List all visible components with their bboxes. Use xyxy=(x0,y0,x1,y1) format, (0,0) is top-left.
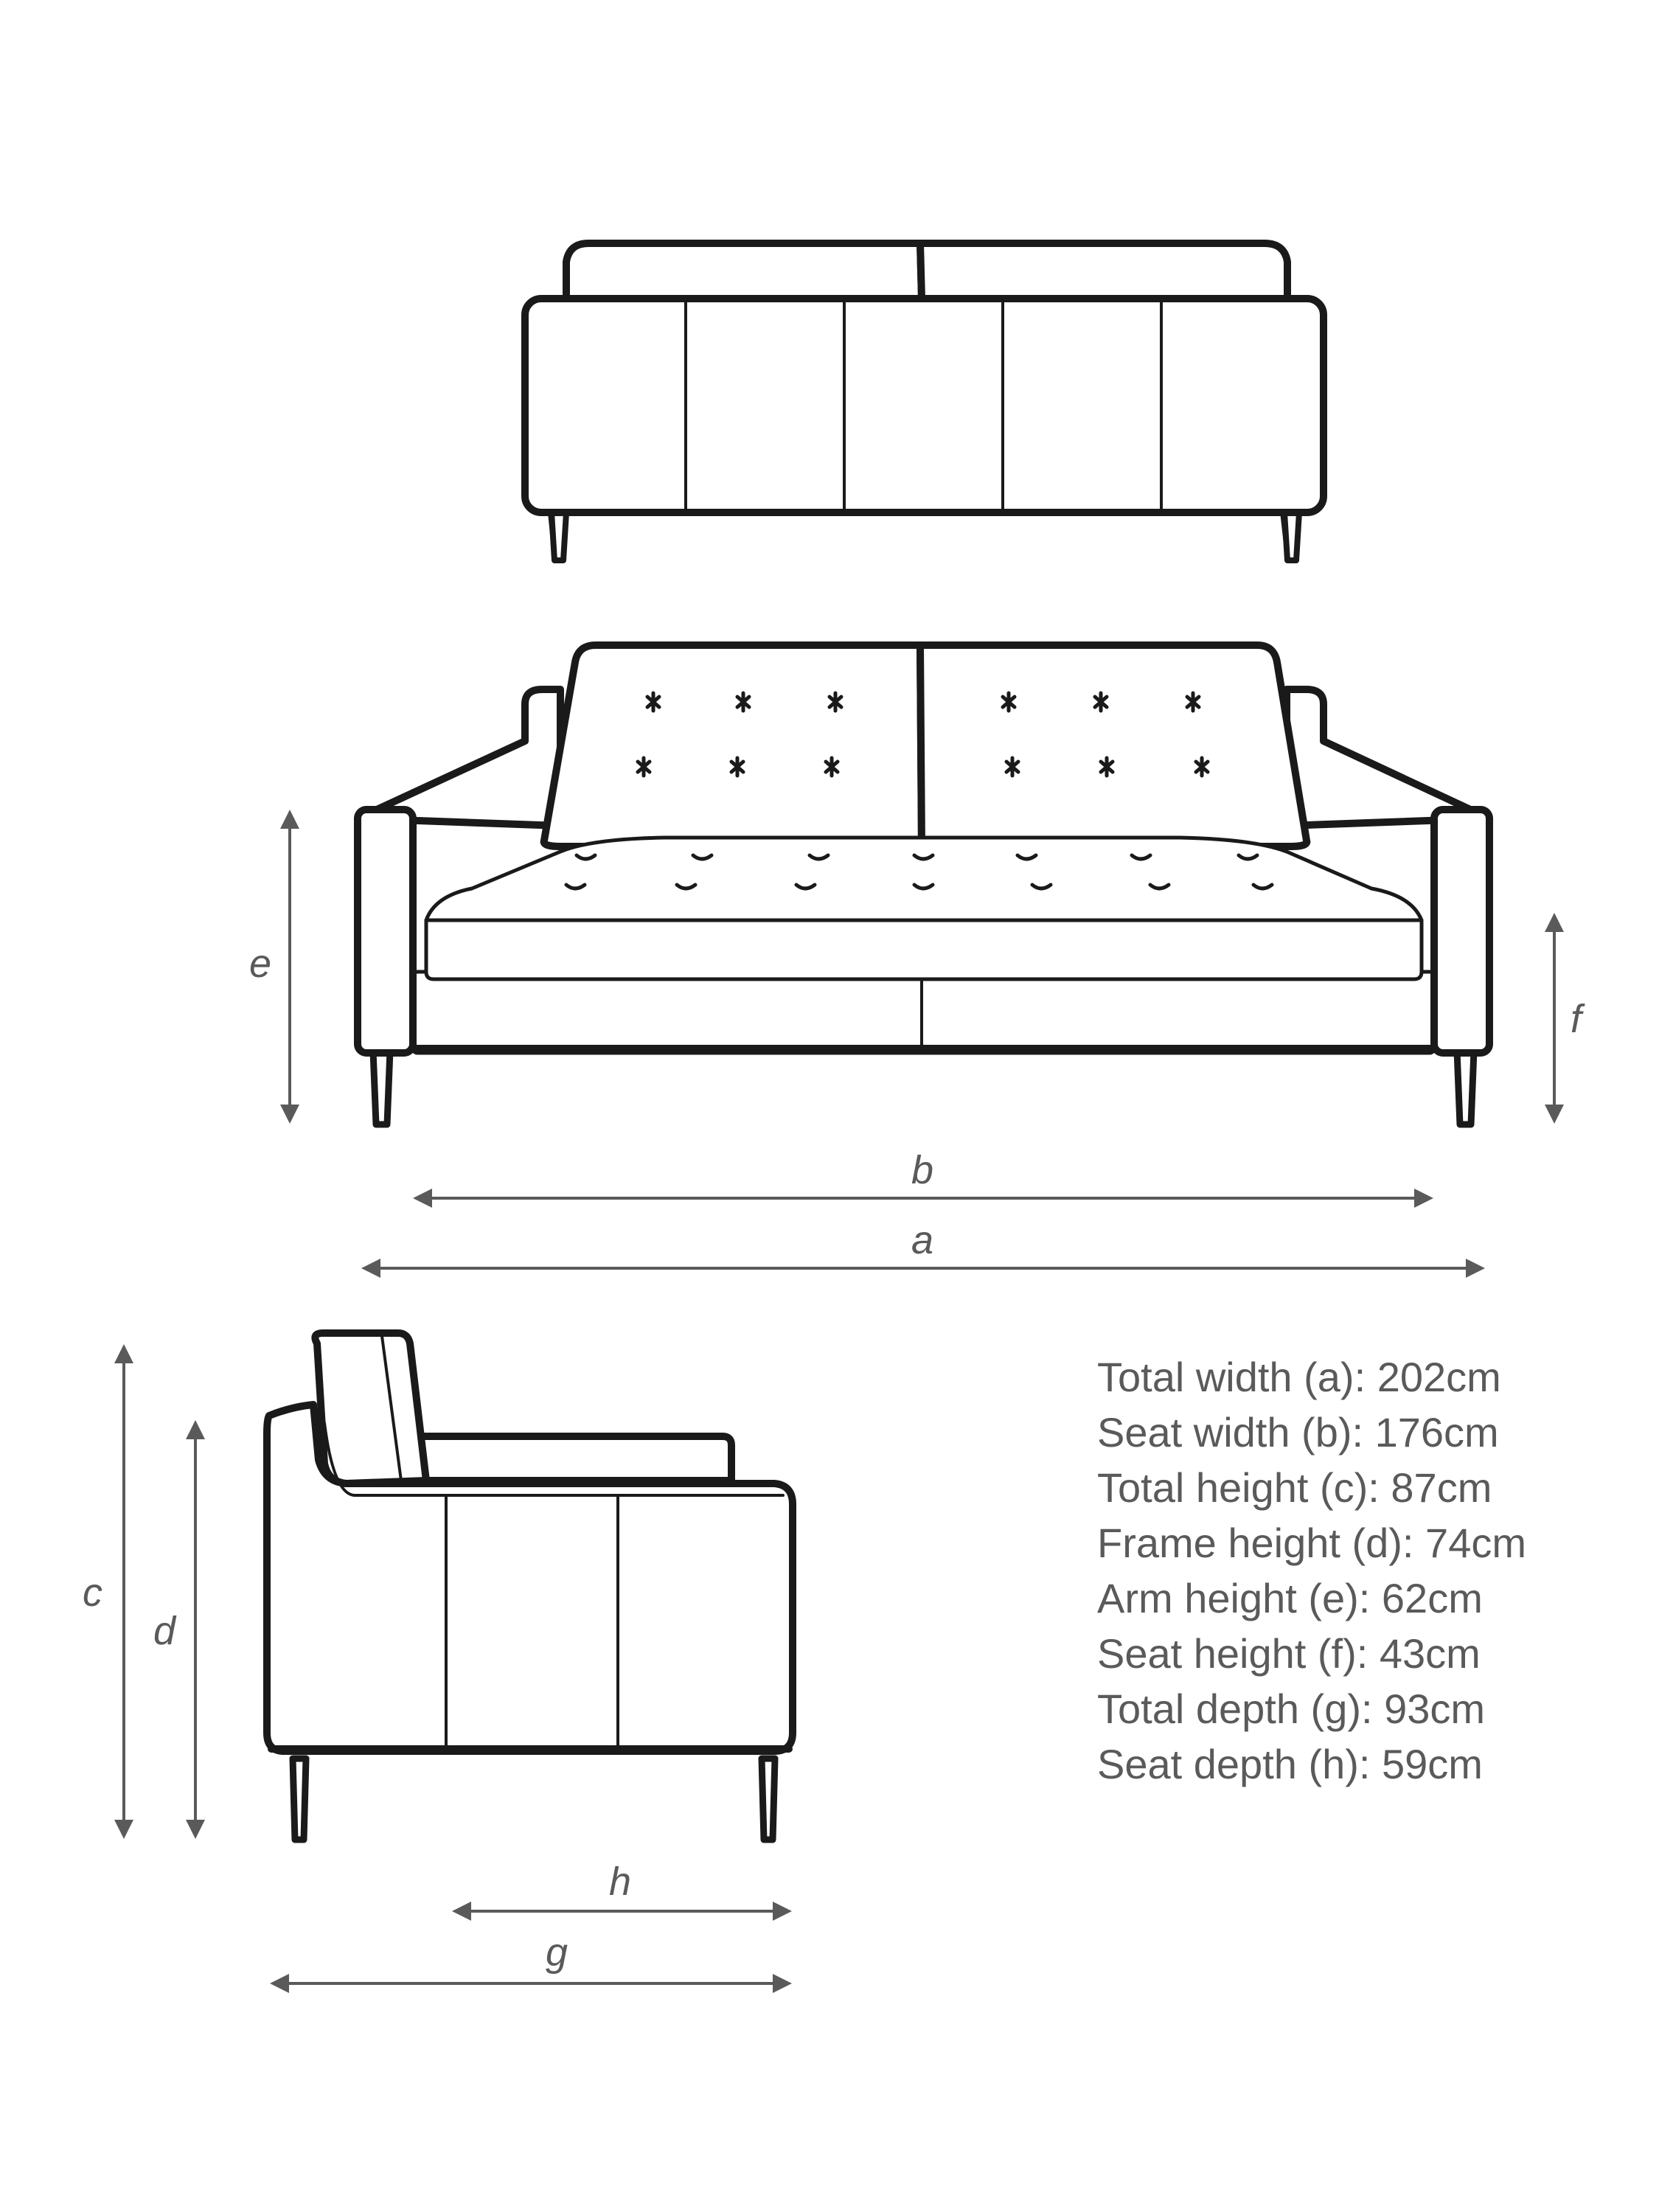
back-view-body xyxy=(525,299,1324,512)
front-view-seat-front xyxy=(426,920,1422,979)
dimension-h-arrow xyxy=(452,1902,792,1921)
dimension-d-arrow xyxy=(186,1420,205,1839)
front-view-back-cushion-right xyxy=(920,645,1307,846)
sofa-front-view xyxy=(358,645,1489,1124)
dimension-g-arrow xyxy=(270,1974,792,1993)
front-view-arm-slope-right xyxy=(1287,689,1489,826)
side-view-leg-front xyxy=(293,1759,306,1840)
back-view-cushion-right xyxy=(920,243,1287,299)
dimension-label-c: c xyxy=(83,1571,102,1615)
front-view-base xyxy=(413,972,1434,1053)
dimension-e-arrow xyxy=(280,810,299,1124)
sofa-side-view xyxy=(267,1333,793,1840)
front-view-arm-slope-left xyxy=(358,689,560,826)
dimension-label-a: a xyxy=(911,1218,934,1262)
dimension-label-g: g xyxy=(546,1930,568,1975)
side-view-seat-cushion xyxy=(413,1436,731,1481)
side-view-leg-back xyxy=(762,1759,775,1840)
front-view-seat-top xyxy=(426,838,1422,920)
dimension-label-b: b xyxy=(911,1148,934,1192)
back-view-cushion-left xyxy=(566,243,922,299)
dimension-spec-list xyxy=(1097,1349,1526,1792)
spec-total-width: Total width (a): 202cm xyxy=(1097,1354,1501,1400)
dimension-label-f: f xyxy=(1571,997,1582,1041)
sofa-back-view xyxy=(525,243,1324,560)
front-view-back-cushion-left xyxy=(544,645,922,846)
dimension-c-arrow xyxy=(114,1344,133,1839)
dimension-label-h: h xyxy=(609,1860,632,1904)
dimension-label-e: e xyxy=(249,942,272,986)
dimension-f-arrow xyxy=(1545,913,1564,1124)
spec-seat-height: Seat height (f): 43cm xyxy=(1097,1630,1481,1677)
front-view-arm-right xyxy=(1434,810,1489,1053)
dimension-label-d: d xyxy=(153,1609,176,1653)
spec-seat-width: Seat width (b): 176cm xyxy=(1097,1409,1499,1455)
spec-frame-height: Frame height (d): 74cm xyxy=(1097,1520,1526,1566)
spec-arm-height: Arm height (e): 62cm xyxy=(1097,1575,1483,1621)
spec-total-height: Total height (c): 87cm xyxy=(1097,1464,1492,1511)
spec-seat-depth: Seat depth (h): 59cm xyxy=(1097,1741,1483,1787)
front-view-arm-left xyxy=(358,810,413,1053)
spec-total-depth: Total depth (g): 93cm xyxy=(1097,1686,1486,1732)
